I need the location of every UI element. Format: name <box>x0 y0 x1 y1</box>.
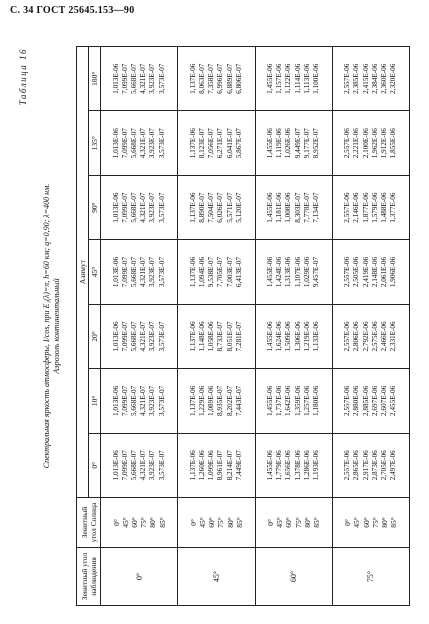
value-cell <box>101 111 178 175</box>
brightness-value: 2,466Е-06 <box>380 321 389 352</box>
brightness-value: 7,099Е-07 <box>120 128 129 159</box>
caption-line-2: Аэрозоль континентальный <box>52 278 61 374</box>
brightness-value: 1,260Е-06 <box>197 450 206 481</box>
table-label: Таблица 16 <box>18 48 28 106</box>
brightness-value: 3,923Е-07 <box>148 63 157 94</box>
header-observer-angle: Зенитный угол наблюдения <box>77 548 101 606</box>
value-cell <box>332 175 409 239</box>
brightness-value: 7,449Е-07 <box>234 450 243 481</box>
brightness-value: 3,573Е-07 <box>157 128 166 159</box>
sun-angle-value: 80° <box>302 517 312 528</box>
brightness-value: 2,557Е-06 <box>343 63 352 94</box>
brightness-value: 7,099Е-07 <box>120 192 129 223</box>
brightness-value: 8,952Е-07 <box>312 128 321 159</box>
sun-angle-value: 45° <box>120 517 130 528</box>
brightness-value: 8,123Е-07 <box>197 128 206 159</box>
sun-angle-value: 75° <box>293 517 303 528</box>
brightness-value: 1,137Е-06 <box>188 192 197 223</box>
brightness-value: 3,573Е-07 <box>157 450 166 481</box>
sun-angle-value: 80° <box>225 517 235 528</box>
brightness-value: 8,890Е-07 <box>197 192 206 223</box>
page-header: С. 34 ГОСТ 25645.153—90 <box>10 5 135 16</box>
brightness-value: 2,419Е-06 <box>361 256 370 288</box>
brightness-value: 1,180Е-06 <box>312 385 321 416</box>
brightness-value: 1,181Е-06 <box>275 192 284 223</box>
brightness-value: 2,557Е-06 <box>343 128 352 159</box>
brightness-value: 1,058Е-06 <box>207 321 216 352</box>
table-row <box>101 47 178 606</box>
brightness-value: 1,424Е-06 <box>275 256 284 288</box>
brightness-value: 2,455Е-06 <box>389 385 398 416</box>
brightness-value: 1,100Е-06 <box>312 63 321 94</box>
value-cell <box>255 304 332 368</box>
brightness-value: 2,384Е-06 <box>370 63 379 94</box>
observer-angle-cell: 60° <box>255 548 332 606</box>
brightness-value: 1,013Е-06 <box>111 192 120 223</box>
brightness-value: 1,013Е-06 <box>111 128 120 159</box>
sun-angle-value: 60° <box>129 517 139 528</box>
brightness-value: 1,286Е-06 <box>302 450 311 481</box>
sun-angle-value: 85° <box>234 517 244 528</box>
brightness-value: 2,885Е-06 <box>361 385 370 416</box>
brightness-value: 7,056Е-07 <box>207 128 216 159</box>
brightness-value: 1,509Е-06 <box>284 321 293 352</box>
sun-angle-value: 60° <box>361 517 371 528</box>
brightness-value: 2,100Е-06 <box>361 128 370 159</box>
brightness-value: 7,099Е-07 <box>120 63 129 94</box>
brightness-value: 1,157Е-06 <box>275 63 284 94</box>
brightness-value: 1,877Е-06 <box>361 192 370 223</box>
brightness-value: 4,321Е-07 <box>139 63 148 94</box>
header-azimuth-20: 20° <box>89 304 101 368</box>
sun-angle-value: 85° <box>312 517 322 528</box>
brightness-value: 3,923Е-07 <box>148 450 157 481</box>
value-cell <box>101 369 178 433</box>
brightness-value: 3,923Е-07 <box>148 192 157 223</box>
brightness-value: 1,193Е-06 <box>312 450 321 481</box>
value-cell <box>178 304 255 368</box>
brightness-value: 8,214Е-07 <box>225 450 234 481</box>
brightness-value: 1,962Е-06 <box>370 128 379 159</box>
value-cell <box>178 175 255 239</box>
brightness-value: 4,321Е-07 <box>139 192 148 223</box>
brightness-value: 1,094Е-06 <box>197 256 206 288</box>
value-cell <box>332 304 409 368</box>
brightness-value: 2,697Е-06 <box>370 385 379 416</box>
brightness-value: 1,013Е-06 <box>111 321 120 352</box>
brightness-value: 2,806Е-06 <box>352 321 361 352</box>
brightness-value: 3,573Е-07 <box>157 192 166 223</box>
brightness-value: 1,137Е-06 <box>188 128 197 159</box>
brightness-value: 1,013Е-06 <box>111 450 120 481</box>
brightness-value: 4,321Е-07 <box>139 256 148 288</box>
sun-angle-cell <box>332 498 409 548</box>
brightness-value: 7,003Е-07 <box>225 256 234 288</box>
brightness-value: 4,321Е-07 <box>139 450 148 481</box>
brightness-value: 1,099Е-06 <box>207 450 216 481</box>
brightness-value: 1,642Е-06 <box>284 385 293 416</box>
brightness-value: 2,415Е-06 <box>361 63 370 94</box>
sun-angle-value: 85° <box>157 517 167 528</box>
brightness-value: 8,303Е-07 <box>293 192 302 223</box>
brightness-value: 1,377Е-06 <box>389 192 398 223</box>
observer-angle-cell: 45° <box>178 548 255 606</box>
brightness-value: 2,557Е-06 <box>343 450 352 481</box>
brightness-value: 1,133Е-06 <box>312 321 321 352</box>
value-cell <box>332 369 409 433</box>
value-cell <box>178 433 255 497</box>
brightness-value: 2,917Е-06 <box>361 450 370 481</box>
brightness-value: 9,449Е-07 <box>293 128 302 159</box>
header-azimuth: Азимут <box>77 47 89 498</box>
sun-angle-value: 60° <box>207 517 217 528</box>
sun-angle-value: 75° <box>139 517 149 528</box>
brightness-value: 5,867Е-07 <box>234 128 243 159</box>
brightness-value: 1,306Е-06 <box>293 321 302 352</box>
value-cell <box>101 47 178 111</box>
brightness-value: 1,359Е-06 <box>293 385 302 416</box>
brightness-value: 7,099Е-07 <box>120 256 129 288</box>
brightness-value: 1,906Е-06 <box>389 256 398 288</box>
brightness-value: 2,497Е-06 <box>389 450 398 481</box>
brightness-value: 1,656Е-06 <box>284 450 293 481</box>
brightness-value: 1,624Е-06 <box>275 321 284 352</box>
brightness-value: 1,137Е-06 <box>188 256 197 288</box>
header-azimuth-180: 180° <box>89 47 101 111</box>
brightness-value: 2,320Е-06 <box>389 63 398 94</box>
brightness-value: 2,146Е-06 <box>352 192 361 223</box>
brightness-value: 2,557Е-06 <box>343 256 352 288</box>
brightness-value: 8,961Е-07 <box>216 450 225 481</box>
sun-angle-value: 60° <box>284 517 294 528</box>
brightness-table <box>76 46 410 606</box>
brightness-value: 1,779Е-06 <box>275 450 284 481</box>
brightness-value: 1,455Е-06 <box>266 192 275 223</box>
sun-angle-value: 45° <box>352 517 362 528</box>
brightness-value: 1,029Е-06 <box>302 256 311 288</box>
sun-angle-cell <box>101 498 178 548</box>
brightness-value: 7,358Е-07 <box>207 63 216 94</box>
brightness-value: 2,148Е-06 <box>370 256 379 288</box>
header-sun-angle: Зенитный угол Солнца <box>77 498 101 548</box>
brightness-value: 3,923Е-07 <box>148 256 157 288</box>
brightness-value: 3,923Е-07 <box>148 128 157 159</box>
brightness-value: 7,778Е-07 <box>302 192 311 223</box>
brightness-value: 1,579Е-06 <box>370 192 379 223</box>
brightness-value: 1,912Е-06 <box>380 128 389 159</box>
brightness-value: 6,271Е-07 <box>216 128 225 159</box>
table-row <box>332 47 409 606</box>
brightness-value: 1,378Е-06 <box>293 450 302 481</box>
sun-angle-value: 0° <box>111 519 121 526</box>
brightness-value: 6,996Е-07 <box>216 63 225 94</box>
brightness-value: 6,413Е-07 <box>234 256 243 288</box>
brightness-value: 3,923Е-07 <box>148 385 157 416</box>
brightness-value: 1,119Е-06 <box>275 128 284 159</box>
brightness-value: 3,923Е-07 <box>148 321 157 352</box>
brightness-value: 8,063Е-07 <box>197 63 206 94</box>
sun-angle-value: 75° <box>370 517 380 528</box>
observer-angle-cell: 75° <box>332 548 409 606</box>
brightness-value: 9,177Е-07 <box>302 128 311 159</box>
brightness-value: 7,134Е-07 <box>312 192 321 223</box>
brightness-value: 8,733Е-07 <box>216 321 225 352</box>
value-cell <box>332 240 409 304</box>
header-azimuth-90: 90° <box>89 175 101 239</box>
brightness-value: 5,668Е-07 <box>129 321 138 352</box>
observer-angle-cell: 0° <box>101 548 178 606</box>
brightness-value: 2,575Е-06 <box>370 321 379 352</box>
value-cell <box>101 304 178 368</box>
brightness-value: 2,221Е-06 <box>352 128 361 159</box>
brightness-value: 1,008Е-06 <box>284 192 293 223</box>
brightness-value: 1,137Е-06 <box>188 385 197 416</box>
table-row <box>255 47 332 606</box>
brightness-value: 2,061Е-06 <box>380 256 389 288</box>
brightness-value: 2,705Е-06 <box>380 450 389 481</box>
brightness-value: 2,331Е-06 <box>389 321 398 352</box>
header-azimuth-0: 0° <box>89 433 101 497</box>
brightness-value: 1,137Е-06 <box>188 63 197 94</box>
brightness-value: 6,889Е-07 <box>225 63 234 94</box>
value-cell <box>255 175 332 239</box>
brightness-value: 1,137Е-06 <box>188 321 197 352</box>
value-cell <box>255 369 332 433</box>
caption-line-1: Спектральная яркость атмосферы, I/cos, при E₁(λ)=π, h=60 км; q=0,90; λ=400 нм. <box>42 183 51 469</box>
value-cell <box>178 47 255 111</box>
brightness-value: 2,880Е-06 <box>352 385 361 416</box>
brightness-value: 5,668Е-07 <box>129 63 138 94</box>
sun-angle-value: 45° <box>197 517 207 528</box>
value-cell <box>255 240 332 304</box>
brightness-value: 2,557Е-06 <box>343 321 352 352</box>
value-cell <box>101 240 178 304</box>
value-cell <box>178 240 255 304</box>
brightness-value: 5,668Е-07 <box>129 128 138 159</box>
brightness-value: 1,219Е-06 <box>302 321 311 352</box>
value-cell <box>255 47 332 111</box>
brightness-value: 1,855Е-06 <box>389 128 398 159</box>
brightness-value: 2,865Е-06 <box>352 450 361 481</box>
brightness-value: 1,455Е-06 <box>266 128 275 159</box>
brightness-value: 3,573Е-07 <box>157 321 166 352</box>
header-azimuth-45: 45° <box>89 240 101 304</box>
brightness-value: 1,148Е-06 <box>197 321 206 352</box>
header-azimuth-10: 10° <box>89 369 101 433</box>
brightness-value: 1,488Е-06 <box>380 192 389 223</box>
brightness-value: 4,321Е-07 <box>139 385 148 416</box>
brightness-value: 5,120Е-07 <box>234 192 243 223</box>
brightness-value: 1,455Е-06 <box>266 450 275 481</box>
brightness-value: 2,505Е-06 <box>352 256 361 288</box>
brightness-value: 7,504Е-07 <box>207 192 216 223</box>
brightness-value: 1,229Е-06 <box>197 385 206 416</box>
brightness-value: 5,668Е-07 <box>129 385 138 416</box>
brightness-value: 2,792Е-06 <box>361 321 370 352</box>
rotated-page <box>16 46 412 606</box>
brightness-value: 1,137Е-06 <box>188 450 197 481</box>
brightness-value: 9,457Е-07 <box>312 256 321 288</box>
brightness-value: 2,557Е-06 <box>343 385 352 416</box>
brightness-value: 7,281Е-07 <box>234 321 243 352</box>
brightness-value: 6,806Е-07 <box>234 63 243 94</box>
sun-angle-value: 80° <box>148 517 158 528</box>
brightness-value: 7,099Е-07 <box>120 385 129 416</box>
brightness-value: 1,737Е-06 <box>275 385 284 416</box>
brightness-value: 1,113Е-06 <box>302 63 311 94</box>
brightness-value: 5,668Е-07 <box>129 450 138 481</box>
sun-angle-value: 0° <box>343 519 353 526</box>
brightness-value: 5,668Е-07 <box>129 192 138 223</box>
brightness-value: 1,089Е-06 <box>207 385 216 416</box>
brightness-value: 5,571Е-07 <box>225 192 234 223</box>
brightness-value: 3,573Е-07 <box>157 63 166 94</box>
brightness-value: 1,114Е-06 <box>293 63 302 94</box>
brightness-value: 1,313Е-06 <box>284 256 293 288</box>
brightness-value: 6,026Е-07 <box>216 192 225 223</box>
brightness-value: 8,051Е-07 <box>225 321 234 352</box>
brightness-value: 5,668Е-07 <box>129 256 138 288</box>
brightness-value: 8,202Е-07 <box>225 385 234 416</box>
value-cell <box>178 111 255 175</box>
brightness-value: 1,013Е-06 <box>111 256 120 288</box>
table-body <box>101 47 410 606</box>
sun-angle-value: 45° <box>275 517 285 528</box>
brightness-value: 1,257Е-06 <box>302 385 311 416</box>
value-cell <box>332 47 409 111</box>
value-cell <box>255 433 332 497</box>
brightness-value: 2,557Е-06 <box>343 192 352 223</box>
brightness-value: 2,385Е-06 <box>352 63 361 94</box>
sun-angle-cell <box>178 498 255 548</box>
brightness-value: 6,041Е-07 <box>225 128 234 159</box>
brightness-value: 4,321Е-07 <box>139 128 148 159</box>
brightness-value: 2,360Е-06 <box>380 63 389 94</box>
brightness-value: 1,013Е-06 <box>111 63 120 94</box>
sun-angle-value: 0° <box>188 519 198 526</box>
brightness-value: 2,607Е-06 <box>380 385 389 416</box>
table-caption <box>42 46 62 606</box>
brightness-value: 9,538Е-07 <box>207 256 216 288</box>
value-cell <box>101 175 178 239</box>
brightness-value: 2,873Е-06 <box>370 450 379 481</box>
brightness-value: 7,099Е-07 <box>120 321 129 352</box>
brightness-value: 8,935Е-07 <box>216 385 225 416</box>
brightness-value: 1,455Е-06 <box>266 63 275 94</box>
value-cell <box>332 111 409 175</box>
brightness-value: 1,122Е-06 <box>284 63 293 94</box>
brightness-value: 1,455Е-06 <box>266 385 275 416</box>
sun-angle-value: 75° <box>216 517 226 528</box>
sun-angle-value: 80° <box>380 517 390 528</box>
brightness-value: 1,013Е-06 <box>111 385 120 416</box>
brightness-value: 7,443Е-07 <box>234 385 243 416</box>
brightness-value: 3,573Е-07 <box>157 385 166 416</box>
value-cell <box>332 433 409 497</box>
value-cell <box>178 369 255 433</box>
brightness-value: 7,705Е-07 <box>216 256 225 288</box>
header-azimuth-135: 135° <box>89 111 101 175</box>
brightness-value: 1,455Е-06 <box>266 321 275 352</box>
brightness-value: 1,455Е-06 <box>266 256 275 288</box>
sun-angle-value: 0° <box>266 519 276 526</box>
sun-angle-cell <box>255 498 332 548</box>
brightness-value: 1,026Е-06 <box>284 128 293 159</box>
sun-angle-value: 85° <box>389 517 399 528</box>
value-cell <box>101 433 178 497</box>
brightness-value: 1,107Е-06 <box>293 256 302 288</box>
value-cell <box>255 111 332 175</box>
brightness-value: 7,099Е-07 <box>120 450 129 481</box>
brightness-value: 4,321Е-07 <box>139 321 148 352</box>
brightness-value: 3,573Е-07 <box>157 256 166 288</box>
table-row <box>178 47 255 606</box>
